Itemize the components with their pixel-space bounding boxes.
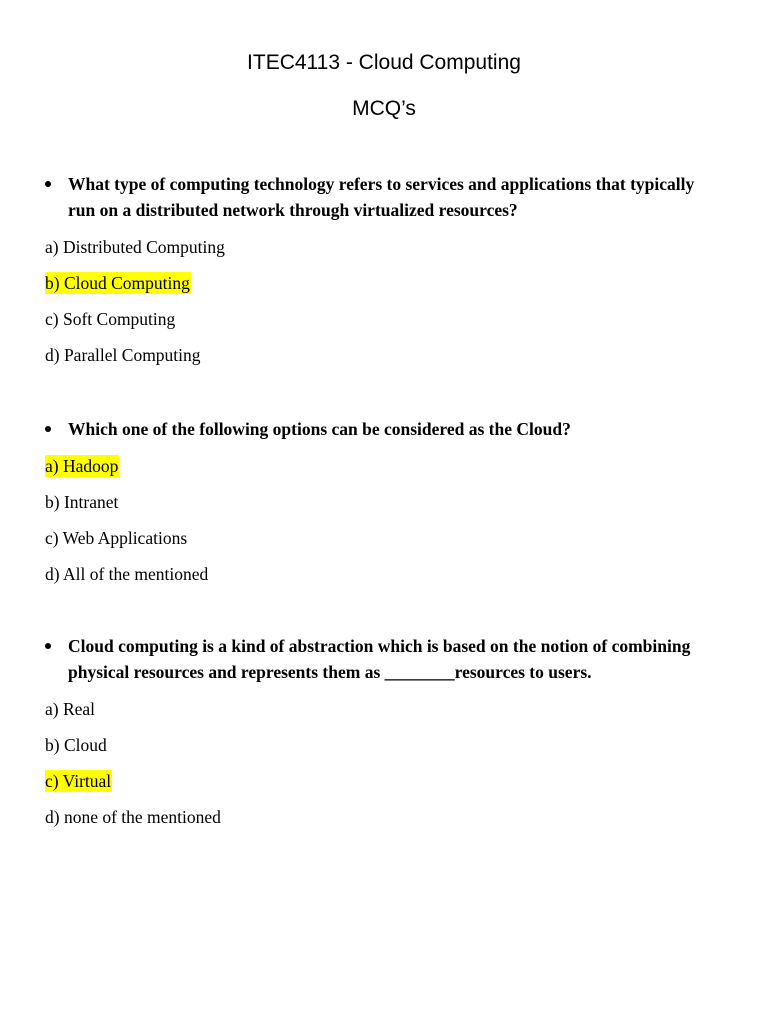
answer-option-correct <box>45 454 725 478</box>
answer-option-text: a) Distributed Computing <box>45 237 225 257</box>
document-subtitle: MCQ’s <box>352 97 416 120</box>
answer-option-text: c) Virtual <box>45 771 112 791</box>
answer-option-text: b) Cloud <box>45 735 107 755</box>
question-2 <box>45 416 725 586</box>
answer-option <box>45 235 725 259</box>
answer-options <box>45 235 725 367</box>
answer-option <box>45 562 725 586</box>
question-stem <box>45 171 725 223</box>
bullet-icon <box>45 181 51 187</box>
answer-option-text: c) Web Applications <box>45 528 188 548</box>
answer-option <box>45 307 725 331</box>
answer-options <box>45 454 725 586</box>
bullet-icon <box>45 426 51 432</box>
answer-option-text: c) Soft Computing <box>45 309 176 329</box>
answer-option <box>45 343 725 367</box>
answer-option <box>45 490 725 514</box>
answer-option-text: d) All of the mentioned <box>45 564 209 584</box>
question-text: What type of computing technology refers to services and applications that typically run on a distributed network through virtualized resources? <box>68 174 695 220</box>
answer-option-text: d) Parallel Computing <box>45 345 201 365</box>
answer-option-text: b) Cloud Computing <box>45 273 190 293</box>
answer-options <box>45 697 725 829</box>
answer-option-text: d) none of the mentioned <box>45 807 221 827</box>
answer-option-correct <box>45 271 725 295</box>
answer-option <box>45 697 725 721</box>
question-stem <box>45 633 725 685</box>
answer-option-text: a) Hadoop <box>45 456 119 476</box>
question-text: Cloud computing is a kind of abstraction which is based on the notion of combining physical resources and represents them as ________resources to users. <box>68 636 691 682</box>
answer-option-text: b) Intranet <box>45 492 119 512</box>
bullet-icon <box>45 643 51 649</box>
question-3 <box>45 633 725 829</box>
answer-option <box>45 733 725 757</box>
answer-option <box>45 805 725 829</box>
question-1 <box>45 171 725 367</box>
question-stem <box>45 416 725 442</box>
question-text: Which one of the following options can be considered as the Cloud? <box>68 419 571 439</box>
answer-option <box>45 526 725 550</box>
answer-option-correct <box>45 769 725 793</box>
answer-option-text: a) Real <box>45 699 96 719</box>
document-title: ITEC4113 - Cloud Computing <box>247 51 521 74</box>
